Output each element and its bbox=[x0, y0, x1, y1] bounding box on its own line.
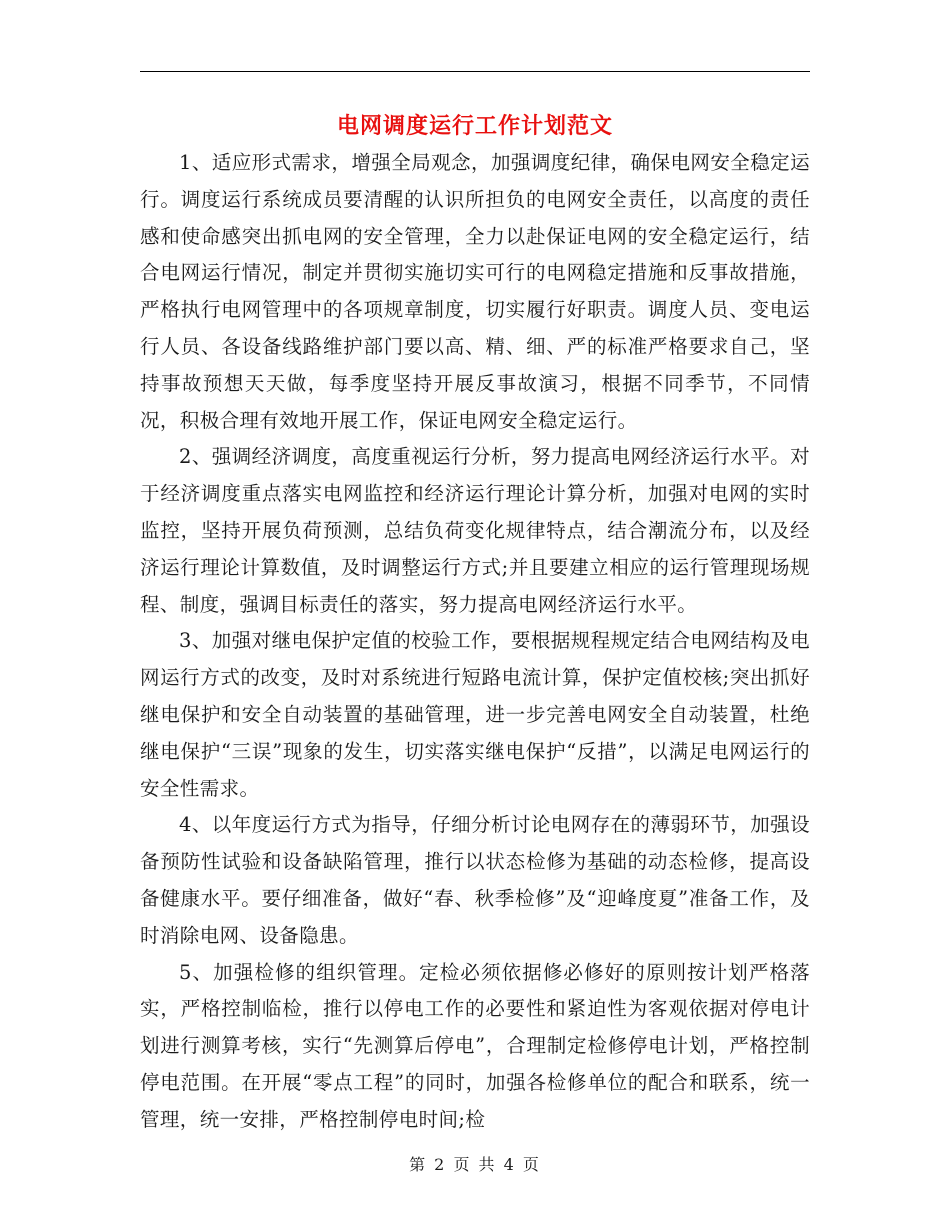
header-rule bbox=[140, 71, 810, 72]
paragraph-3: 3、加强对继电保护定值的校验工作，要根据规程规定结合电网结构及电网运行方式的改变，及时对系统进行短路电流计算，保护定值校核;突出抓好继电保护和安全自动装置的基础管理，进一步完善电网安全自动装置，杜绝继电保护“三误”现象的发生，切实落实继电保护“反措”，以满足电网运行的安全性需求。 bbox=[140, 629, 810, 800]
paragraph-5: 5、加强检修的组织管理。定检必须依据修必修好的原则按计划严格落实，严格控制临检，推行以停电工作的必要性和紧迫性为客观依据对停电计划进行测算考核，实行“先测算后停电”，合理制定检修停电计划，严格控制停电范围。在开展“零点工程”的同时，加强各检修单位的配合和联系，统一管理，统一安排，严格控制停电时间;检 bbox=[140, 960, 810, 1131]
paragraph-2: 2、强调经济调度，高度重视运行分析，努力提高电网经济运行水平。对于经济调度重点落实电网监控和经济运行理论计算分析，加强对电网的实时监控，坚持开展负荷预测，总结负荷变化规律特点，结合潮流分布，以及经济运行理论计算数值，及时调整运行方式;并且要建立相应的运行管理现场规程、制度，强调目标责任的落实，努力提高电网经济运行水平。 bbox=[140, 445, 810, 616]
document-title: 电网调度运行工作计划范文 bbox=[336, 113, 613, 139]
paragraph-4: 4、以年度运行方式为指导，仔细分析讨论电网存在的薄弱环节，加强设备预防性试验和设备缺陷管理，推行以状态检修为基础的动态检修，提高设备健康水平。要仔细准备，做好“春、秋季检修”及“迎峰度夏”准备工作，及时消除电网、设备隐患。 bbox=[140, 813, 810, 947]
document-body bbox=[140, 145, 810, 1139]
page-footer: 第 2 页 共 4 页 bbox=[409, 1155, 541, 1174]
paragraph-1: 1、适应形式需求，增强全局观念，加强调度纪律，确保电网安全稳定运行。调度运行系统成员要清醒的认识所担负的电网安全责任，以高度的责任感和使命感突出抓电网的安全管理，全力以赴保证电网的安全稳定运行，结合电网运行情况，制定并贯彻实施切实可行的电网稳定措施和反事故措施，严格执行电网管理中的各项规章制度，切实履行好职责。调度人员、变电运行人员、各设备线路维护部门要以高、精、细、严的标准严格要求自己，坚持事故预想天天做，每季度坚持开展反事故演习，根据不同季节，不同情况，积极合理有效地开展工作，保证电网安全稳定运行。 bbox=[140, 151, 810, 432]
